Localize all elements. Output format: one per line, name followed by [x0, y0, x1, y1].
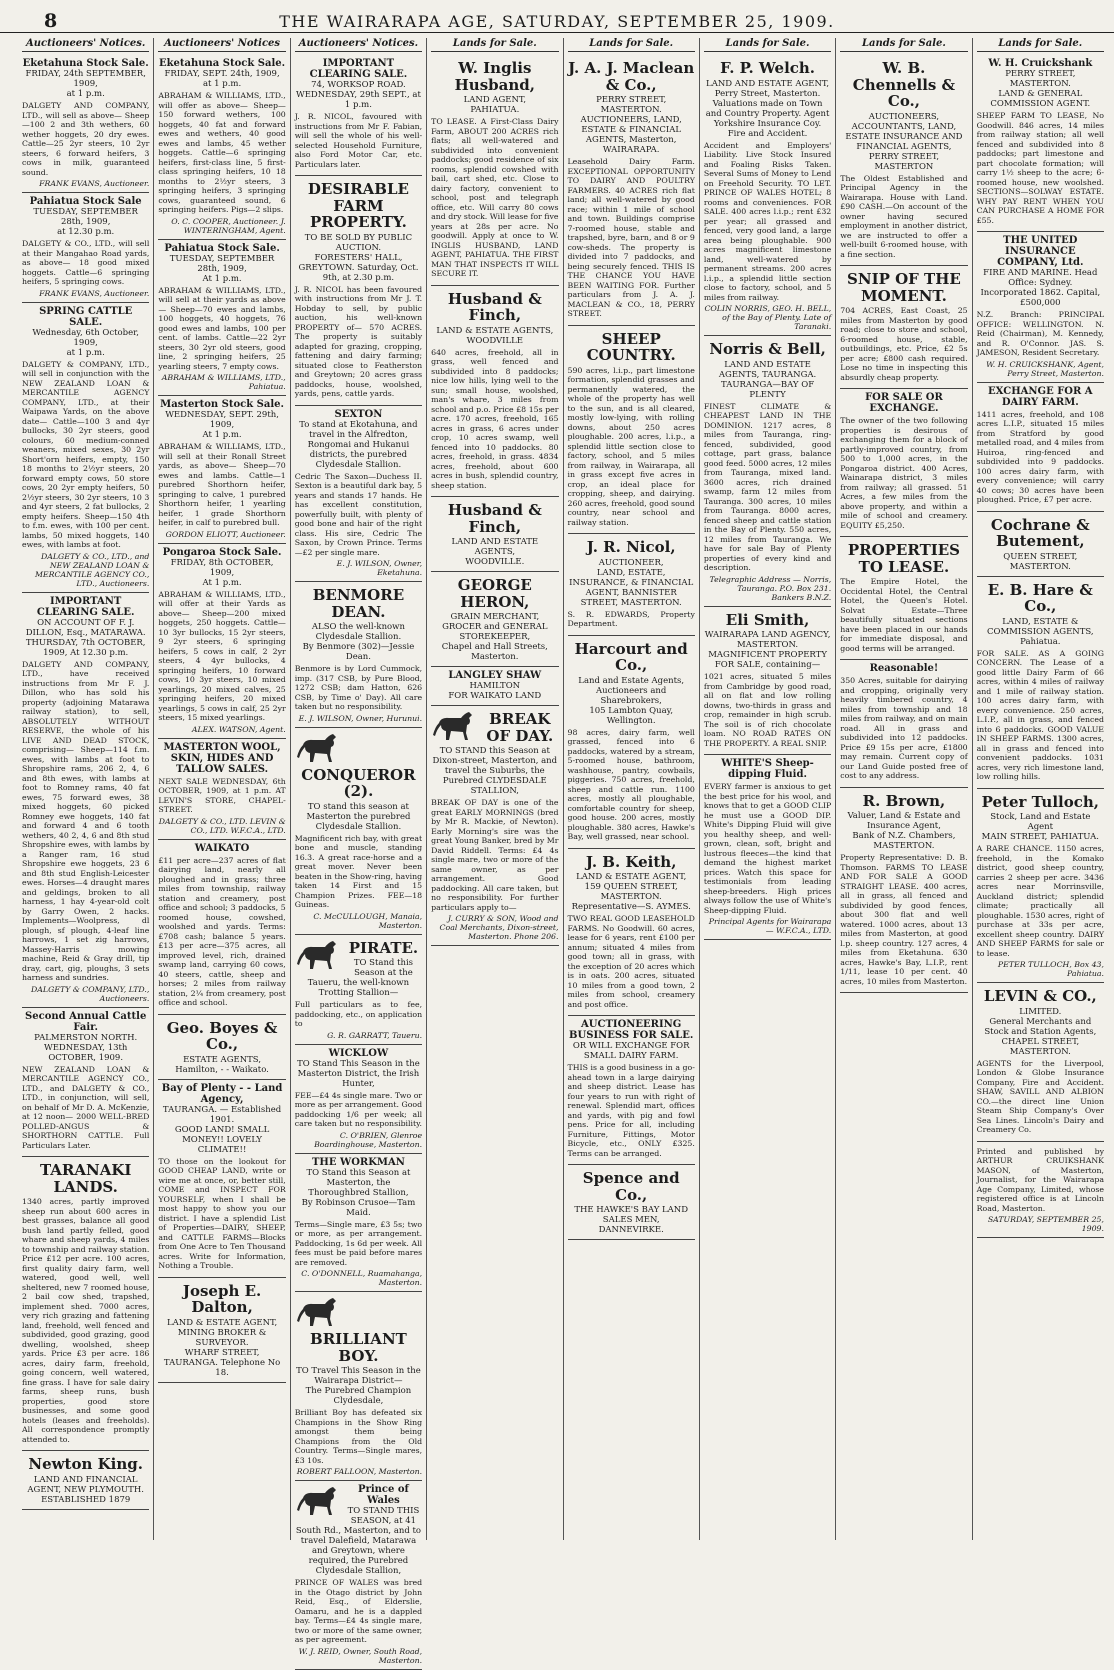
- ad-body-text: 590 acres, l.i.p., part limestone formation, splendid grasses and permanently watered, the whole of the property has well to the sun, and is all cleared, mostly low-lying, with rolling downs, about 250 acres ploughable. 200 acres, l.i.p., a splendid little section close to factory, school, and 5 miles from railway, in Wairarapa, all in grass except five acres in crop, an ideal place for cropping, sheep, and dairying. 260 acres, freehold, good sound country, near school and railway station.: [567, 365, 695, 527]
- advertisement: [295, 728, 422, 935]
- ad-subline: MAGNIFICENT PROPERTY FOR SALE, containing—: [708, 650, 827, 670]
- ad-body-text: NEXT SALE WEDNESDAY, 6th OCTOBER, 1909, at 1 p.m. AT LEVIN'S STORE, CHAPEL-STREET.: [158, 776, 286, 814]
- ad-subline: MAIN STREET, PAHIATUA.: [981, 832, 1100, 842]
- advertisement: [977, 55, 1104, 232]
- advertisement: [22, 1157, 149, 1451]
- ad-subline: Incorporated 1862. Capital, £500,000: [980, 288, 1101, 308]
- ad-subline: FOR WAIKATO LAND: [448, 691, 542, 701]
- ad-subline: WEDNESDAY, 29th SEPT., at 1 p.m.: [295, 90, 421, 110]
- advertisement: [158, 1278, 285, 1383]
- ad-subheading: OR WILL EXCHANGE FOR SMALL DAIRY FARM.: [572, 1041, 690, 1061]
- ad-subline: At 1 p.m.: [202, 430, 242, 440]
- advertisement: [568, 1016, 695, 1165]
- advertisement: [977, 232, 1104, 383]
- ad-title: Eketahuna Stock Sale.: [22, 58, 149, 69]
- ad-subheading: LAND AGENT,: [463, 95, 527, 105]
- ad-subheading: Stock, Land and Estate Agent: [990, 812, 1091, 832]
- horse-illustration-icon: [295, 1484, 341, 1518]
- ad-title: BRILLIANT BOY.: [310, 1330, 407, 1365]
- ad-subline: WOODVILLE: [466, 335, 523, 346]
- ad-subheading: PERRY STREET, MASTERTON.: [1005, 69, 1076, 89]
- ad-subheading: THE HAWKE'S BAY LAND SALES MEN,: [574, 1205, 689, 1225]
- ad-title: MASTERTON WOOL, SKIN, HIDES AND TALLOW SALES.: [163, 741, 281, 775]
- advertisement: [977, 383, 1104, 512]
- ad-body-text: ABRAHAM & WILLIAMS, LTD., will sell at their Ronall Street yards, as above— Sheep—70 ewes and lambs. Cattle—1 purebred Shorthorn heifer, springing to calve, 1 purebred Shorthorn heifer, 1 yearling heifer, 1 grade Shorthorn heifer, in calf to purebred bull.: [158, 442, 286, 527]
- ad-subheading: ON ACCOUNT OF F. J. DILLON, Esq., MATARAWA.: [25, 617, 146, 638]
- advertisement: [158, 739, 285, 840]
- advertisement: [22, 1008, 149, 1158]
- advertisement: [977, 983, 1104, 1142]
- advertisement: [431, 286, 558, 498]
- advertisement: [295, 55, 422, 176]
- ad-body-text: The owner of the two following properties is desirous of exchanging them for a block of partly-improved country, from 500 to 1,000 acres, in the Pongaroa district. 400 Acres, Wainarapa district, 3 miles from railway; all grassed. 51 Acres, a few miles from the above property, and within a mile of school and creamery. EQUITY £5,250.: [840, 416, 968, 530]
- ad-subheading: TO BE SOLD BY PUBLIC AUCTION.: [304, 232, 413, 253]
- advertisement: [431, 667, 558, 706]
- ad-signature: Principal Agents for Wairarapa— W.F.C.A., LTD.: [708, 917, 832, 935]
- ad-subline: 105 Lambton Quay, Wellington.: [589, 705, 674, 726]
- ad-subheading: TO stand this season at Masterton the purebred Clydesdale Stallion.: [306, 801, 411, 832]
- ad-signature: COLIN NORRIS, GEO. H. BELL, of the Bay of Plenty. Late of Taranaki.: [704, 304, 832, 331]
- ad-body-text: The Empire Hotel, the Occidental Hotel, the Central Hotel, the Queen's Hotel. Solvat Estate—Three beautifully situated sections have been placed in our hands for immediate disposal, and good terms will be arranged.: [840, 577, 968, 653]
- horse-illustration-icon: [295, 1295, 341, 1329]
- ad-title: GEORGE HERON,: [457, 576, 532, 611]
- ad-title: BENMORE DEAN.: [312, 586, 405, 621]
- ad-title: Eketahuna Stock Sale.: [158, 58, 286, 69]
- ad-body-text: SHEEP FARM TO LEASE, No Goodwill. 846 acres, 14 miles from railway station; all well fenced and subdivided into 8 paddocks; part limestone and part chocolate formation; will carry 1½ sheep to the acre; 6-roomed house, new woolshed. SECTIONS—SOLWAY ESTATE. WHY PAY RENT WHEN YOU CAN PURCHASE A HOME FOR £55.: [976, 111, 1104, 225]
- ad-subheading: TO STAND THIS SEASON, at 41 South Rd., Masterton, and to travel Dalefield, Matarawa and Greytown, where required, the Purebred Clydesdale Stallion,: [295, 1506, 422, 1576]
- advertisement: [431, 497, 558, 572]
- ad-signature: ALEX. WATSON, Agent.: [191, 724, 286, 734]
- ad-body-text: 350 Acres, suitable for dairying and cropping, originally very heavily timbered country, 4 miles from township and 18 miles from railway, and on main road. All in grass and subdivided into 12 paddocks. Price £9 15s per acre, £1800 may remain. Current copy of our Land Guide posted free of cost to any address.: [840, 676, 968, 780]
- ad-body-text: PRINCE OF WALES was bred in the Otago district by John Reid, Esq., of Elderslie, Oamaru, and he is a dappled bay. Terms—£4 4s single mare, two or more of the same owner, as per agreement.: [294, 1578, 423, 1644]
- ad-subheading: LAND & ESTATE AGENT,: [576, 872, 687, 882]
- ad-subheading: GRAIN MERCHANT, GROCER and GENERAL STOREKEEPER,: [442, 612, 548, 642]
- ad-title: Bay of Plenty - - Land Agency,: [161, 1082, 283, 1105]
- ad-title: Peter Tulloch,: [981, 792, 1099, 811]
- ad-subheading: TO Stand this Season at Masterton, the Thoroughbred Stallion,: [306, 1167, 411, 1198]
- ad-subheading: FRIDAY, 24th SEPTEMBER, 1909,: [25, 69, 146, 89]
- ad-body-text: DALGETY AND COMPANY, LTD., will sell as above— Sheep—100 2 and 3th wethers, 60 wether hoggets, 20 dry ewes. Cattle—25 2yr steers, 10 2yr steers, 6 forward heifers, 3 cows in milk, guaranteed sound.: [22, 101, 150, 177]
- ad-body-text: TO those on the lookout for GOOD CHEAP LAND, write or wire me at once, or, better still, COME and INSPECT FOR YOURSELF, when I shall be most happy to show you our district. I have a splendid List of Properties—DAIRY, SHEEP, and CATTLE FARMS—Blocks from One Acre to Ten Thousand acres. Write for Information, Nothing a Trouble.: [158, 1156, 286, 1270]
- advertisement: [840, 55, 967, 266]
- advertisement: [158, 544, 285, 739]
- column-heading: Auctioneers' Notices: [158, 38, 285, 52]
- ad-signature: SATURDAY, SEPTEMBER 25, 1909.: [987, 1215, 1104, 1233]
- ad-subheading: LAND AND ESTATE AGENT, Perry Street, Masterton.: [706, 78, 830, 99]
- ad-subheading: TAURANGA. — Established 1901.: [162, 1104, 282, 1125]
- ad-title: THE WORKMAN: [311, 1156, 405, 1168]
- ad-signature: ROBERT FALLOON, Masterton.: [296, 1467, 423, 1476]
- ad-body-text: TO LEASE. A First-Class Dairy Farm, ABOUT 200 ACRES rich flats; all well-watered and subdivided into convenient paddocks; good residence of six rooms, splendid cowshed with bail, cart shed, etc. Close to dairy factory, convenient to school, post and telegraph office, etc. Will carry 80 cows and dry stock. Will lease for five years at 28s per acre. No goodwill. Apply at once to W. INGLIS HUSBAND, LAND AGENT, PAHIATUA. THE FIRST MAN THAT INSPECTS IT WILL SECURE IT.: [431, 117, 559, 278]
- ad-body-text: 1411 acres, freehold, and 108 acres L.I.P., situated 15 miles from Stratford by good metalled road, and 4 miles from Huiroa, ring-fenced and subdivided into 9 paddocks. 100 acres dairy farm, with every convenience; will carry 40 cows; 30 acres have been ploughed. Price, £7 per acre.: [976, 409, 1104, 504]
- column-4: [427, 38, 563, 1540]
- column-2: [154, 38, 290, 1540]
- ad-subline: at 1 p.m.: [66, 89, 105, 99]
- ad-subheading: TUESDAY, SEPTEMBER 28th, 1909,: [169, 253, 275, 274]
- ad-subheading: HAMILTON: [469, 681, 521, 691]
- advertisement: [840, 788, 967, 994]
- ad-subheading: PERRY STREET, MASTERTON.: [596, 95, 667, 115]
- ad-signature: J. CURRY & SON, Wood and Coal Merchants, Dixon-street, Masterton. Phone 206.: [439, 914, 559, 941]
- ad-subheading: AUCTIONEER,: [598, 557, 664, 568]
- ad-title: R. Brown,: [862, 791, 946, 810]
- ad-body-text: NEW ZEALAND LOAN & MERCANTILE AGENCY CO., LTD., and DALGETY & CO., LTD., in conjunction, will sell, on behalf of Mr D. A. McKenzie, at 12 noon— 2000 WELL-BRED POLLED-ANGUS & SHORTHORN CATTLE. Full Particulars Later.: [22, 1064, 150, 1150]
- column-heading: Auctioneers' Notices.: [22, 38, 149, 52]
- ad-subline: at 1 p.m.: [66, 347, 105, 358]
- ad-signature: E. J. WILSON, Owner, Eketahuna.: [336, 559, 423, 577]
- ad-title: Joseph E. Dalton,: [182, 1281, 262, 1316]
- advertisement: [568, 326, 695, 535]
- ad-body-text: The Oldest Established and Principal Agency in the Wairarapa. House with Land. £90 CASH.—On account of the owner having secured employment in another district, we are instructed to offer a well-built 6-roomed house, with a fine section.: [840, 173, 968, 259]
- ad-subheading: TO Travel This Season in the Wairarapa District—: [296, 1366, 421, 1386]
- ad-subheading: FIRE AND MARINE. Head Office: Sydney.: [983, 268, 1098, 288]
- ad-subline: WHARF STREET, TAURANGA. Telephone No 18.: [163, 1347, 281, 1378]
- ad-signature: G. R. GARRATT, Taueru.: [327, 1030, 423, 1040]
- column-heading: Lands for Sale.: [977, 38, 1104, 52]
- ad-signature: O. C. COOPER, Auctioneer. J. WINTERINGHAM, Agent.: [171, 216, 286, 235]
- ad-signature: W. J. REID, Owner, South Road, Masterton.: [298, 1646, 423, 1665]
- ad-body-text: BREAK OF DAY is one of the great EARLY MORNINGS (bred by Mr R. Mackie, of Newton). Early Morning's sire was the great Young Banker, bred by Mr David Riddell. Terms: £4 4s single mare, two or more of the same owner, as per arrangement. Good paddocking. All care taken, but no responsibility. For further particulars apply to—: [431, 798, 559, 912]
- ad-subheading: LIMITED.: [1019, 1006, 1062, 1017]
- ad-subheading: PALMERSTON NORTH.: [34, 1032, 138, 1043]
- ad-body-text: A RARE CHANCE. 1150 acres, freehold, in the Komako district, good sheep country, carries 2 sheep per acre. 3436 acres near Morrinsville, Auckland district; splendid climate; practically all ploughable. 1530 acres, right of purchase at 33s per acre, excellent sheep country. DAIRY AND SHEEP FARMS for sale or to lease.: [976, 844, 1104, 958]
- column-heading: Lands for Sale.: [704, 38, 831, 52]
- ad-title: Cochrane & Butement,: [990, 515, 1090, 550]
- ad-subheading: Land and Estate Agents, Auctioneers and Sharebrokers,: [578, 675, 685, 706]
- ad-title: J. A. J. Maclean & Co.,: [568, 59, 695, 94]
- ad-body-text: N.Z. Branch: PRINCIPAL OFFICE: WELLINGTON. N. Reid (Chairman), M. Kennedy, and R. O'Connor. JAS. S. JAMESON, Resident Secretary.: [976, 310, 1104, 357]
- ad-title: E. B. Hare & Co.,: [987, 580, 1093, 615]
- ad-subline: The Purebred Champion Clydesdale,: [305, 1386, 412, 1406]
- ad-signature: ABRAHAM & WILLIAMS, LTD., Pahiatua.: [161, 373, 286, 391]
- advertisement: [158, 1015, 285, 1080]
- ad-signature: DALGETY & CO., LTD. LEVIN & CO., LTD. W.F.C.A., LTD.: [158, 816, 286, 835]
- ad-subheading: QUEEN STREET, MASTERTON.: [1003, 551, 1078, 572]
- ad-subheading: To stand at Ekotahuna, and travel in the Alfredton, Rongomai and Hukanui districts, the purebred Clydesdale Stallion.: [299, 419, 418, 470]
- ad-title: W. Inglis Husband,: [454, 59, 535, 94]
- page-header: [0, 10, 1114, 33]
- ad-title: Reasonable!: [869, 663, 939, 674]
- ad-title: Prince of Wales: [358, 1484, 409, 1506]
- advertisement: [295, 176, 422, 406]
- ad-subheading: ALSO the well-known Clydesdale Stallion.: [311, 622, 405, 642]
- ad-subline: GOOD LAND! SMALL MONEY!! LOVELY CLIMATE!!: [174, 1124, 270, 1155]
- ad-subline: Pahiatua.: [1020, 636, 1061, 647]
- advertisement: [295, 935, 422, 1045]
- advertisement: [22, 55, 149, 193]
- column-1: [18, 38, 154, 1540]
- ad-body-text: FEE—£4 4s single mare. Two or more as per arrangement. Good paddocking 1/6 per week; all care taken but no responsibility.: [294, 1090, 423, 1128]
- ad-body-text: ABRAHAM & WILLIAMS, LTD., will offer as above— Sheep—150 forward wethers, 100 hoggets, 40 fat and forward ewes and wethers, 40 good ewes and lambs, 45 wether hoggets. Cattle—6 springing heifers, first-class line, 5 first-class springing heifers, 10 18 months to 2½yr steers, 3 springing heifers, 3 springing cows, guaranteed sound, 6 springing heifers. Pigs—2 slips.: [158, 91, 286, 214]
- ad-subheading: LAND AND ESTATE AGENTS,: [451, 537, 539, 557]
- ad-subline: LAND & GENERAL COMMISSION AGENT.: [990, 89, 1091, 109]
- ad-body-text: ABRAHAM & WILLIAMS, LTD., will offer at their Yards as above— Sheep—200 mixed hoggets, 250 hoggets. Cattle—10 3yr bullocks, 15 2yr steers, 9 2yr steers, 6 springing heifers, 5 cows in calf, 2 2yr steers, 4 4yr bullocks, 4 springing heifers, 10 forward cows, 10 3yr steers, 10 mixed yearlings, 20 mixed calves, 25 springing heifers, 20 mixed yearlings, 5 cows in calf, 25 2yr steers, 15 mixed yearlings.: [158, 589, 286, 722]
- ad-subline: Valuations made on Town and Country Property. Agent Yorkshire Insurance Coy. Fire and Accident.: [705, 98, 830, 139]
- column-heading: Lands for Sale.: [840, 38, 967, 52]
- ad-body-text: FINEST CLIMATE & CHEAPEST LAND IN THE DOMINION. 1217 acres, 8 miles from Tauranga, ring-fenced, subdivided, good cottage, part grass, balance good feed. 5000 acres, 12 miles from Tauranga, mixed land. 3600 acres, rich drained swamp, farm 12 miles from Tauranga. 300 acres, 10 miles from Tauranga. 8000 acres, fenced sheep and cattle station in the Bay of Plenty. 550 acres, 12 miles from Tauranga. We have for sale Bay of Plenty properties of every kind and description.: [703, 401, 832, 572]
- ad-title: BREAK OF DAY.: [486, 710, 554, 745]
- advertisement: [22, 1451, 149, 1510]
- ad-title: LEVIN & CO.,: [983, 987, 1097, 1005]
- horse-illustration-icon: [295, 731, 341, 765]
- ad-subheading: TUESDAY, SEPTEMBER 28th, 1909,: [33, 207, 138, 227]
- page-title: THE WAIRARAPA AGE, SATURDAY, SEPTEMBER 25, 1909.: [279, 11, 835, 31]
- ad-subline: At 1 p.m.: [202, 577, 242, 588]
- ad-body-text: Terms—Single mare, £3 5s; two or more, as per arrangement. Paddocking, 1s 6d per week. All fees must be paid before mares are removed.: [294, 1219, 423, 1267]
- ad-title: J. R. Nicol,: [586, 538, 676, 556]
- ad-body-text: EVERY farmer is anxious to get the best price for his wool, and knows that to get a GOOD CLIP he must use a GOOD DIP. White's Dipping Fluid will give you healthy sheep, and well-grown, clean, soft, bright and lustrous fleeces—the kind that demand the highest market prices. Watch this space for testimonials from leading sheep-breeders. High prices always follow the use of White's Sheep-dipping Fluid.: [703, 782, 832, 915]
- ad-signature: GORDON ELIOTT, Auctioneer.: [165, 529, 286, 539]
- advertisement: [22, 593, 149, 1008]
- ad-title: IMPORTANT CLEARING SALE.: [36, 595, 135, 618]
- ad-subheading: TO Stand this Season at the Taueru, the well-known Trotting Stallion—: [307, 958, 414, 998]
- ad-subline: at 12.30 p.m.: [57, 227, 115, 237]
- advertisement: [568, 636, 695, 849]
- ad-title: WHITE'S Sheep-dipping Fluid.: [721, 758, 814, 780]
- page-number: 8: [44, 10, 58, 32]
- ad-subline: PAHIATUA.: [470, 105, 520, 115]
- ad-body-text: £11 per acre—237 acres of flat dairying land, nearly all ploughed and in grass; three miles from township, railway station and creamery, post office and school; 3 paddocks, 5 roomed house, cowshed, woolshed and yards. Terms: £708 cash; balance 5 years. £13 per acre—375 acres, all improved level, rich, drained swamp land, carrying 60 cows, 40 steers, cattle, sheep and horses; 2 miles from railway station, 2¼ from creamery, post office and school.: [158, 855, 286, 1007]
- ad-subheading: WEDNESDAY, SEPT. 29th, 1909,: [165, 410, 279, 430]
- column-heading: Lands for Sale.: [431, 38, 558, 52]
- ad-title: WICKLOW: [328, 1047, 389, 1059]
- ad-subheading: WAIRARAPA LAND AGENCY, MASTERTON.: [704, 630, 831, 650]
- ad-signature: DALGETY & CO., LTD., and NEW ZEALAND LOAN & MERCANTILE AGENCY CO., LTD., Auctioneers.: [34, 551, 150, 588]
- ad-body-text: ABRAHAM & WILLIAMS, LTD., will sell at their yards as above— Sheep—70 ewes and lambs, 100 hoggets, 40 hoggets, 76 good ewes and lambs, 100 per cent. of lambs. Cattle—22 2yr steers, 30 2yr old steers, good line, 2 springing heifers, 25 yearling steers, 7 empty cows.: [158, 285, 286, 371]
- ad-subheading: TO Stand This Season in the Masterton District, the Irish Hunter,: [297, 1058, 420, 1089]
- ad-title: Harcourt and Co.,: [574, 639, 688, 674]
- ad-signature: E. J. WILSON, Owner, Hurunui.: [298, 713, 423, 723]
- ad-title: PIRATE.: [348, 938, 419, 957]
- advertisement: [158, 240, 285, 397]
- ad-subline: DANNEVIRKE.: [598, 1225, 664, 1235]
- ad-title: LANGLEY SHAW: [448, 670, 542, 681]
- ad-subline: At 1 p.m.: [202, 273, 242, 284]
- advertisement: [22, 193, 149, 303]
- ad-title: IMPORTANT CLEARING SALE.: [309, 58, 408, 80]
- horse-illustration-icon: [295, 938, 341, 972]
- ad-body-text: DALGETY & CO., LTD., will sell at their Mangahao Road yards, as above— 18 good mixed hoggets. Cattle—6 springing heifers, 5 springing cows.: [22, 239, 150, 286]
- ad-body-text: DALGETY & COMPANY, LTD., will sell in conjunction with the NEW ZEALAND LOAN & MERCANTILE AGENCY COMPANY, LTD., at their Waipawa Yards, on the above date— Cattle—100 3 and 4yr bullocks, 30 2yr steers, good colours, 60 medium-conned weaners, mixed sexes, 30 2yr Short'orn heifers, empty, 150 18 months to 2½yr steers, 20 forward empty cows, 50 store cows, 20 2yr empty heifers, 50 2½yr steers, 30 2yr steers, 10 3 and 4yr steers, 2 fat bullocks, 2 empty heifers. Sheep—150 4th to f.m. ewes, with 100 per cent. lambs, 50 mixed hoggets, 140 ewes, with lambs at foot.: [22, 359, 150, 549]
- ad-title: W. H. Cruickshank: [988, 58, 1093, 69]
- ad-subline: WOODVILLE.: [465, 557, 525, 567]
- ad-subheading: 74, WORKSOP ROAD.: [311, 80, 406, 90]
- ad-title: SPRING CATTLE SALE.: [39, 305, 133, 328]
- advertisement: [704, 607, 831, 756]
- advertisement: [704, 755, 831, 940]
- column-3: [291, 38, 427, 1665]
- ad-body-text: Full particulars as to fee, paddocking, etc., on application to: [294, 1000, 423, 1028]
- advertisement: [840, 266, 967, 389]
- ad-body-text: Magnificent rich bay, with great bone and muscle, standing 16.3. A great race-horse and a great mover. Never been beaten in the Show-ring, having taken 14 First and 15 Champion Prizes. FEE—18 Guineas.: [294, 833, 423, 909]
- advertisement: [704, 55, 831, 336]
- ad-subline: THURSDAY, 7th OCTOBER, 1909, At 12.30 p.m.: [25, 637, 146, 658]
- ad-title: Geo. Boyes & Co.,: [166, 1018, 278, 1053]
- ad-subheading: LAND AND ESTATE AGENTS, TAURANGA.: [718, 359, 817, 380]
- advertisement: [704, 336, 831, 607]
- ad-signature: C. McCULLOUGH, Manaia, Masterton.: [313, 911, 423, 930]
- ad-subline: Hamilton, - - Waikato.: [175, 1064, 269, 1075]
- ad-title: PROPERTIES TO LEASE.: [847, 541, 961, 576]
- column-6: [700, 38, 836, 1540]
- ad-title: Pahiatua Stock Sale: [29, 196, 142, 207]
- advertisement: [977, 577, 1104, 789]
- ad-title: Newton King.: [28, 1455, 143, 1473]
- horse-illustration-icon: [431, 709, 477, 743]
- ad-title: CONQUEROR (2).: [301, 765, 416, 800]
- ad-subheading: Valuer, Land & Estate and Insurance Agent,: [847, 811, 961, 831]
- ad-subline: LAND, ESTATE, INSURANCE, & FINANCIAL AGENT, BANNISTER STREET, MASTERTON.: [569, 567, 694, 608]
- ad-title: Spence and Co.,: [582, 1169, 680, 1204]
- advertisement: [977, 512, 1104, 577]
- ad-body-text: Printed and published by ARTHUR CRUIKSHANK MASON, of Masterton, Journalist, for the Wairarapa Age Company, Limited, whose registered office is at Lincoln Road, Masterton.: [976, 1146, 1104, 1213]
- ad-subline: Chapel and Hall Streets, Masterton.: [441, 642, 548, 662]
- ad-subline: TAURANGA—BAY OF PLENTY: [720, 379, 815, 400]
- ad-subheading: FRIDAY, 8th OCTOBER, 1909,: [170, 557, 274, 578]
- ad-subline: ESTABLISHED 1879: [41, 1494, 131, 1505]
- ad-body-text: 640 acres, freehold, all in grass, well fenced and subdivided into 8 paddocks; nice low hills, lying well to the sun; small house, woolshed, man's whare, 3 miles from school and p.o. Price £8 15s per acre. 170 acres, freehold, 165 acres in grass, 6 acres under crop, 10 acres swamp, well fenced into 10 paddocks. 80 acres, freehold, in grass. 4834 acres, freehold, about 600 acres in bush, splendid country, sheep station.: [431, 347, 559, 490]
- column-8: [973, 38, 1108, 1540]
- ad-title: Husband & Finch,: [447, 289, 542, 324]
- ad-title: TARANAKI LANDS.: [39, 1161, 132, 1196]
- advertisement: [295, 1292, 422, 1481]
- advertisement: [568, 1165, 695, 1240]
- advertisement: [22, 303, 149, 593]
- ad-subline: By Benmore (302)—Jessie Dean.: [302, 642, 415, 662]
- column-7: [836, 38, 972, 1540]
- ad-subline: By Robinson Crusoe—Tam Maid.: [301, 1197, 416, 1218]
- ad-title: THE UNITED INSURANCE COMPANY, Ltd.: [997, 235, 1084, 268]
- ad-body-text: Property Representative: D. B. Thomson. FARMS TO LEASE AND FOR SALE A GOOD STRAIGHT LEASE. 400 acres, all in grass, all fenced and subdivided by good fences, about 300 flat and well watered. 1000 acres, about 13 miles from Masterton, at good l.p. sheep country. 127 acres, 4 miles from Eketahuna. 630 acres, Hawke's Bay, L.I.P., rent 1/11, lease 10 per cent. 40 acres, 10 miles from Masterton.: [840, 853, 968, 986]
- advertisement: [158, 1080, 285, 1278]
- advertisement: [840, 537, 967, 660]
- column-heading: Auctioneers' Notices.: [295, 38, 422, 52]
- advertisement: [295, 1481, 422, 1670]
- advertisement: [158, 55, 285, 240]
- ad-signature: Telegraphic Address — Norris, Tauranga. P.O. Box 231. Bankers B.N.Z.: [709, 574, 832, 602]
- ad-title: F. P. Welch.: [720, 59, 816, 77]
- ad-subline: FORESTERS' HALL, GREYTOWN. Saturday, Oct. 9th, at 2.30 p.m.: [298, 252, 419, 283]
- ad-title: Eli Smith,: [725, 610, 810, 629]
- ad-body-text: THIS is a good business in a go-ahead town in a large dairying and sheep district. Lease has four years to run with right of renewal. Splendid mart, offices and yards, with pig and fowl pens. Price for all, including Furniture, Fittings, Motor Bicycle, etc., ONLY £325. Terms can be arranged.: [567, 1063, 695, 1158]
- ad-title: EXCHANGE FOR A DAIRY FARM.: [988, 385, 1093, 408]
- ad-body-text: FOR SALE. AS A GOING CONCERN. The Lease of a good little Dairy Farm of 66 acres, within 4 miles of railway and 1 mile of railway station. 100 acres dairy farm, with every convenience. 250 acres, L.I.P., all in grass, and fenced into 6 paddocks. GOOD VALUE IN SHEEP FARMS. 1300 acres, all in grass and fenced into convenient paddocks. 1031 acres, very rich limestone land, low rolling hills.: [976, 648, 1104, 781]
- ad-title: Pongaroa Stock Sale.: [162, 546, 282, 558]
- ad-title: SHEEP COUNTRY.: [586, 329, 676, 364]
- ad-body-text: Cedric The Saxon—Duchess II. Sexton is a beautiful dark bay, 5 years and stands 17 hands. He has excellent constitution, powerfully built, with plenty of good bone and hair of the right class. His sire, Cedric The Saxon, by Crown Prince. Terms—£2 per single mare.: [294, 471, 423, 557]
- ad-body-text: 1340 acres, partly improved sheep run about 600 acres in best grasses, balance all good bush land partly felled, good whare and sheep yards, 4 miles to township and railway station. Price £12 per acre. 100 acres, first quality dairy farm, well watered, good well, well sheltered, new 7 roomed house, 2 bail cow shed, trapshed, implement shed. 7000 acres, very rich grazing and fattening land, freehold, well fenced and subdivided, good grazing, good dwelling, woolshed, sheep yards. Price £3 per acre. 186 acres, dairy farm, freehold, going concern, well watered, fine grass. I have for sale dairy farms, sheep runs, bush properties, good store businesses, and some good hotels (leases and freeholds). All correspondence promptly attended to.: [22, 1197, 150, 1444]
- ad-body-text: J. R. NICOL, favoured with instructions from Mr F. Fabian, will sell the whole of his well-selected Household Furniture, also Ford Motor Car, etc. Particulars later.: [294, 112, 423, 169]
- advertisement: [158, 840, 285, 1015]
- ad-signature: C. O'BRIEN, Glenroe Boardinghouse, Masterton.: [314, 1130, 423, 1149]
- ad-subline: PERRY STREET, MASTERTON: [868, 151, 940, 172]
- ad-subheading: LAND & ESTATE AGENTS,: [436, 325, 554, 336]
- advertisement: [431, 572, 558, 667]
- ad-subheading: FRIDAY, SEPT. 24th, 1909,: [164, 69, 280, 79]
- advertisement: [431, 706, 558, 946]
- ad-body-text: 1021 acres, situated 5 miles from Cambridge by good road, all on flat and low rolling downs, two-thirds in grass and crop, remainder in high scrub. The soil is of rich chocolate loam. NO ROAD RATES ON THE PROPERTY. A REAL SNIP.: [703, 672, 832, 748]
- columns: [18, 38, 1108, 1665]
- ad-title: FOR SALE OR EXCHANGE.: [865, 392, 943, 414]
- advertisement: [158, 396, 285, 544]
- ad-signature: FRANK EVANS, Auctioneer.: [39, 179, 150, 188]
- ad-title: DESIRABLE FARM PROPERTY.: [307, 180, 409, 231]
- advertisement: [840, 660, 967, 788]
- advertisement: [977, 789, 1104, 984]
- ad-subheading: LAND AND FINANCIAL AGENT, NEW PLYMOUTH.: [27, 1474, 144, 1495]
- ad-signature: PETER TULLOCH, Box 43, Pahiatua.: [997, 960, 1104, 978]
- ad-title: W. B. Chennells & Co.,: [852, 59, 956, 110]
- advertisement: [977, 1142, 1104, 1239]
- ad-subheading: AUCTIONEERS, ACCOUNTANTS, LAND, ESTATE INSURANCE AND FINANCIAL AGENTS,: [845, 111, 963, 152]
- ad-subline: Bank of N.Z. Chambers, MASTERTON.: [852, 831, 956, 851]
- advertisement: [568, 55, 695, 326]
- ad-title: Masterton Stock Sale.: [160, 399, 284, 410]
- ad-title: Norris & Bell,: [709, 340, 826, 358]
- ad-signature: FRANK EVANS, Auctioneer.: [39, 288, 150, 298]
- column-heading: Lands for Sale.: [568, 38, 695, 52]
- ad-subline: 159 QUEEN STREET, MASTERTON. Representative—S. AYMES.: [571, 882, 691, 912]
- ad-title: Husband & Finch,: [447, 501, 542, 536]
- ad-subheading: ESTATE AGENTS,: [183, 1054, 262, 1065]
- ad-signature: DALGETY & COMPANY, LTD., Auctioneers.: [31, 984, 150, 1003]
- advertisement: [295, 582, 422, 728]
- ad-body-text: Leasehold Dairy Farm. EXCEPTIONAL OPPORTUNITY TO DAIRY AND POULTRY FARMERS. 40 ACRES rich flat land; all well-watered by good race; within 1 mile of school and town. Buildings comprise 7-roomed house, stable and trapshed, byre, barn, and 8 or 9 cow-sheds. The property is divided into 7 paddocks, and being securely fenced. THIS IS THE CHANCE YOU HAVE BEEN WAITING FOR. Further particulars from J. A. J. MACLEAN & CO., 18, PERRY STREET.: [567, 157, 695, 318]
- ad-body-text: S. R. EDWARDS, Property Department.: [567, 609, 695, 628]
- ad-body-text: TWO REAL GOOD LEASEHOLD FARMS. No Goodwill. 60 acres, lease for 6 years, rent £100 per annum; situated 4 miles from good town; all in grass, with the exception of 20 acres which is in oats. 200 acres, situated 10 miles from a good town, 2 miles from school, creamery and post office.: [567, 914, 695, 1009]
- ad-signature: W. H. CRUICKSHANK, Agent, Perry Street, Masterton.: [986, 359, 1104, 378]
- ad-body-text: AGENTS for the Liverpool, London & Globe Insurance Company, Fire and Accident. SHAW, SAVILL AND ALBION CO.—the direct line Union Steam Ship Company's Over Sea Lines. Lincoln's Dairy and Creamery Co.: [976, 1058, 1104, 1134]
- ad-subline: WEDNESDAY, 13th OCTOBER, 1909.: [43, 1042, 128, 1063]
- ad-title: SNIP OF THE MOMENT.: [847, 270, 961, 305]
- ad-title: J. B. Keith,: [585, 852, 677, 871]
- ad-body-text: Accident and Employers' Liability. Live Stock Insured and Foaling Risks Taken. Several Sums of Money to Lend on Freehold Security. TO LET. PRINCE OF WALES HOTEL; 8 rooms and conveniences. FOR SALE. 400 acres l.i.p.; rent £32 per year; all grassed and fenced, very good land, a large area being ploughable. 900 acres magnificent limestone land, well-watered by permanent streams. 200 acres l.i.p., a splendid little section close to factory, school, and 5 miles from railway.: [703, 140, 832, 302]
- ad-title: AUCTIONEERING BUSINESS FOR SALE.: [569, 1019, 694, 1041]
- ad-signature: C. O'DONNELL, Ruamahanga, Masterton.: [301, 1269, 423, 1287]
- ad-body-text: Brilliant Boy has defeated six Champions in the Show Ring amongst them being Champions from the Old Country. Terms—Single mares, £3 10s.: [294, 1408, 423, 1465]
- ad-subline: General Merchants and Stock and Station Agents, CHAPEL STREET, MASTERTON.: [984, 1016, 1097, 1057]
- advertisement: [431, 55, 558, 286]
- ad-subline: AUCTIONEERS, LAND, ESTATE & FINANCIAL AGENTS, Masterton, WAIRARAPA.: [580, 115, 682, 155]
- advertisement: [568, 849, 695, 1017]
- ad-title: SEXTON: [334, 408, 383, 420]
- advertisement: [840, 389, 967, 537]
- advertisement: [295, 406, 422, 583]
- ad-body-text: Benmore is by Lord Cummock, imp. (317 CSB, by Pure Blood, 1272 CSB; dam Hatton, 626 CSB, by Time o' Day). All care taken but no responsibility.: [294, 664, 423, 711]
- ad-body-text: J. R. NICOL has been favoured with instructions from Mr J. T. Hobday to sell, by public auction, his well-known PROPERTY of— 570 ACRES. The property is suitably adapted for grazing, cropping, fattening and dairy farming; situated close to Featherston and Greytown; 20 acres grass paddocks, house, woolshed, yards, pens, cattle yards.: [294, 284, 423, 398]
- ad-subheading: TO STAND this Season at Dixon-street, Masterton, and travel the Suburbs, the Purebred CLYDESDALE STALLION,: [432, 746, 558, 796]
- ad-title: WAIKATO: [194, 842, 250, 854]
- ad-title: Pahiatua Stock Sale.: [164, 242, 280, 254]
- advertisement: [295, 1045, 422, 1154]
- ad-body-text: 98 acres, dairy farm, well grassed, fenced into 6 paddocks, watered by a stream, 5-roomed house, bathroom, washhouse, pantry, cowbails, piggeries. 750 acres, freehold, sheep and cattle run. 1100 acres, mostly all ploughable, comfortable country for sheep, good house. 200 acres, mostly ploughable. 380 acres, Hawke's Bay, well grassed, near school.: [567, 727, 695, 841]
- ad-body-text: DALGETY AND COMPANY, LTD., have received instructions from Mr F. J. Dillon, who has sold his property (adjoining Matarawa railway station), to sell, ABSOLUTELY WITHOUT RESERVE, the whole of his LIVE AND DEAD STOCK, comprising— Sheep—114 f.m. ewes, with lambs at foot to Shropshire rams, 206 2, 4, 6 and 8th ewes, with lambs at foot to Romney rams, 40 fat ewes, 75 forward ewes, 38 mixed hoggets, 60 picked Romney ewe hoggets, 140 fat and forward 4 and 6 tooth wethers, 40 2, 4, 6 and 8th stud Shropshire ewes, with lambs by a Ranger ram, 16 stud Shropshire ewe hoggets, 23 6 and 8th stud English-Leicester ewes. Horses—4 draught mares and geldings, broken to all harness, 1 hay 4-year-old colt by Garry Owen, 2 hacks. Implements—Woolpress, dl plough, sf plough, 4-leaf line harrows, 1 set zig harrows, Massey-Harris mowing machine, Reid & Gray drill, tip dray, cart, gig, ploughs, 3 sets harness and sundries.: [22, 659, 150, 982]
- ad-subheading: LAND & ESTATE AGENT, MINING BROKER & SURVEYOR.: [166, 1317, 278, 1348]
- ad-subline: at 1 p.m.: [202, 79, 242, 89]
- ad-body-text: 704 ACRES, East Coast, 25 miles from Masterton by good road; close to store and school, 6-roomed house, stable, outbuildings, etc. Price, £2 5s per acre; £800 cash required. Lose no time in inspecting this absurdly cheap property.: [840, 306, 968, 382]
- ad-subheading: LAND, ESTATE & COMMISSION AGENTS,: [986, 616, 1094, 637]
- column-5: [564, 38, 700, 1540]
- advertisement: [568, 534, 695, 636]
- ad-title: Second Annual Cattle Fair.: [25, 1010, 147, 1033]
- ad-subheading: Wednesday, 6th October, 1909,: [32, 327, 139, 348]
- advertisement: [295, 1154, 422, 1293]
